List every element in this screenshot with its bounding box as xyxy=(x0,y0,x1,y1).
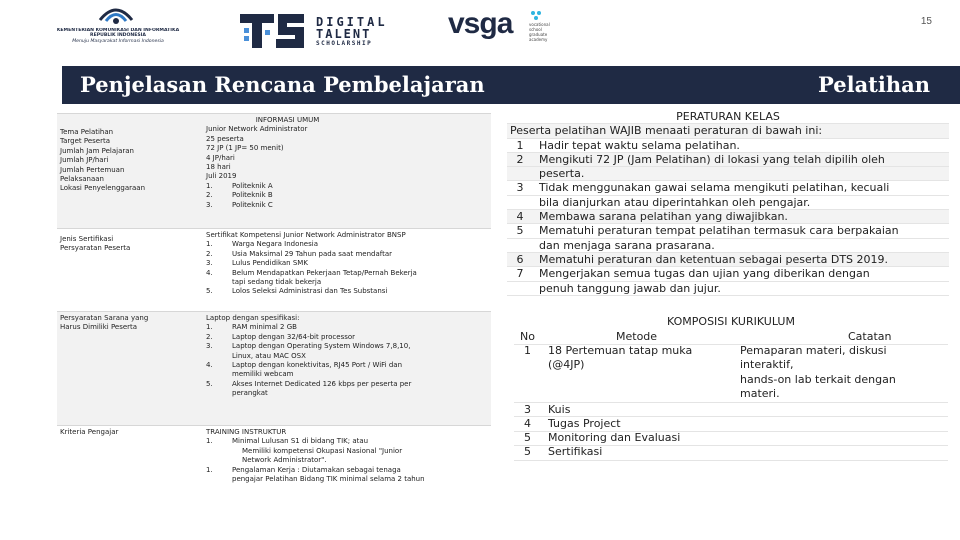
rule-item: 5 Mematuhi peraturan tempat pelatihan termasuk cara berpakaian xyxy=(507,224,949,238)
vsga-dots-icon xyxy=(530,10,544,22)
rule-item: 2 Mengikuti 72 JP (Jam Pelatihan) di lokasi yang telah dipilih oleh xyxy=(507,153,949,167)
rule-item: 1 Hadir tepat waktu selama pelatihan. xyxy=(507,139,949,153)
curriculum-row-metode: Monitoring dan Evaluasi xyxy=(548,431,681,444)
curriculum-row-no: 4 xyxy=(524,417,531,430)
info-header: INFORMASI UMUM xyxy=(255,116,320,124)
vsga-subtitle: vocational school graduate academy xyxy=(529,22,550,42)
kominfo-emblem-icon xyxy=(96,6,136,26)
info-table xyxy=(57,113,491,510)
rule-item: 3 Tidak menggunakan gawai selama mengikuti pelatihan, kecuali xyxy=(507,181,949,195)
rule-item: penuh tanggung jawab dan jujur. xyxy=(507,282,949,296)
info-values-pengajar: TRAINING INSTRUKTUR 1. Minimal Lulusan S1 di bidang TIK; atau Memiliki kompetensi Okupasi Nasional "Junior Network Administrator". 1. Pengalaman Kerja : Diutamakan sebagai tenaga pengajar Pelatihan Bidang TIK minimal selama 2 tahun xyxy=(206,428,425,484)
curriculum-row-metode: Tugas Project xyxy=(548,417,621,430)
info-labels-pengajar: Kriteria Pengajar xyxy=(60,428,119,436)
info-row-general xyxy=(57,113,491,228)
rules-intro: Peserta pelatihan WAJIB menaati peraturan di bawah ini: xyxy=(507,124,949,138)
curriculum-row1-catatan-2: interaktif, xyxy=(740,358,794,371)
info-labels-general: Tema Pelatihan Target Peserta Jumlah Jam Pelajaran Jumlah JP/hari Jumlah Pertemuan Pelaksanaan Lokasi Penyelenggaraan xyxy=(60,128,146,193)
curriculum-row1-metode-1: 18 Pertemuan tatap muka xyxy=(548,344,693,357)
curriculum-row-metode: Kuis xyxy=(548,403,571,416)
kominfo-logo xyxy=(38,6,198,48)
info-labels-sarana: Persyaratan Sarana yang Harus Dimiliki Peserta xyxy=(60,314,149,332)
curriculum-divider xyxy=(514,402,948,403)
page-number: 15 xyxy=(920,16,932,27)
rule-item: peserta. xyxy=(507,167,949,181)
curriculum-row1-catatan-4: materi. xyxy=(740,387,780,400)
curriculum-divider xyxy=(514,460,948,461)
info-row-pengajar xyxy=(57,425,491,510)
info-values-general: INFORMASI UMUM Junior Network Administrator 25 peserta 72 JP (1 JP= 50 menit) 4 JP/hari 18 hari Juli 2019 1. Politeknik A 2. Politeknik B 3. Politeknik C xyxy=(206,116,489,210)
vsga-wordmark: vsga xyxy=(448,7,513,40)
curriculum-row-no: 5 xyxy=(524,431,531,444)
rule-item: 4 Membawa sarana pelatihan yang diwajibkan. xyxy=(507,210,949,224)
curriculum-header-catatan: Catatan xyxy=(848,330,892,343)
rule-item: 6 Mematuhi peraturan dan ketentuan sebagai peserta DTS 2019. xyxy=(507,253,949,267)
digital-talent-logo xyxy=(238,8,408,52)
rule-item: 7 Mengerjakan semua tugas dan ujian yang diberikan dengan xyxy=(507,267,949,281)
curriculum-row-no: 3 xyxy=(524,403,531,416)
rule-item: bila dianjurkan atau diperintahkan oleh pengajar. xyxy=(507,196,949,210)
info-row-persyaratan xyxy=(57,228,491,311)
vsga-logo xyxy=(448,8,558,52)
curriculum-row-no: 5 xyxy=(524,445,531,458)
dts-emblem-icon xyxy=(238,8,310,52)
curriculum-row-metode: Sertifikasi xyxy=(548,445,603,458)
kominfo-wordmark: KEMENTERIAN KOMUNIKASI DAN INFORMATIKA REPUBLIK INDONESIA Menuju Masyarakat Informasi Indonesia xyxy=(56,28,180,44)
info-row-sarana xyxy=(57,311,491,425)
rule-item: dan menjaga sarana prasarana. xyxy=(507,239,949,253)
info-values-sarana: Laptop dengan spesifikasi: 1. RAM minimal 2 GB 2. Laptop dengan 32/64-bit processor 3. Laptop dengan Operating System Windows 7,8,10, Linux, atau MAC OSX 4. Laptop dengan konektivitas, RJ45 Port / WiFi dan memiliki webcam 5. Akses Internet Dedicated 126 kbps per peserta per perangkat xyxy=(206,314,412,398)
curriculum-row1-metode-2: (@4JP) xyxy=(548,358,585,371)
curriculum-title: KOMPOSISI KURIKULUM xyxy=(667,315,795,328)
rules-table xyxy=(507,110,949,296)
curriculum-header-no: No xyxy=(520,330,535,343)
info-values-persyaratan: Sertifikat Kompetensi Junior Network Administrator BNSP 1. Warga Negara Indonesia 2. Usia Maksimal 29 Tahun pada saat mendaftar 3. Lulus Pendidikan SMK 4. Belum Mendapatkan Pekerjaan Tetap/Pernah Bekerja tapi sedang tidak bekerja 5. Lolos Seleksi Administrasi dan Tes Substansi xyxy=(206,231,417,296)
curriculum-row1-no: 1 xyxy=(524,344,531,357)
page-title: Penjelasan Rencana Pembelajaran xyxy=(80,72,485,97)
curriculum-row1-catatan-1: Pemaparan materi, diskusi xyxy=(740,344,887,357)
curriculum-row1-catatan-3: hands-on lab terkait dengan xyxy=(740,373,896,386)
page-title-right: Pelatihan xyxy=(818,72,930,97)
info-labels-persyaratan: Jenis Sertifikasi Persyaratan Peserta xyxy=(60,235,131,253)
curriculum-header-metode: Metode xyxy=(616,330,658,343)
dts-wordmark: DIGITAL TALENT SCHOLARSHIP xyxy=(316,15,388,47)
rules-title: PERATURAN KELAS xyxy=(507,110,949,124)
